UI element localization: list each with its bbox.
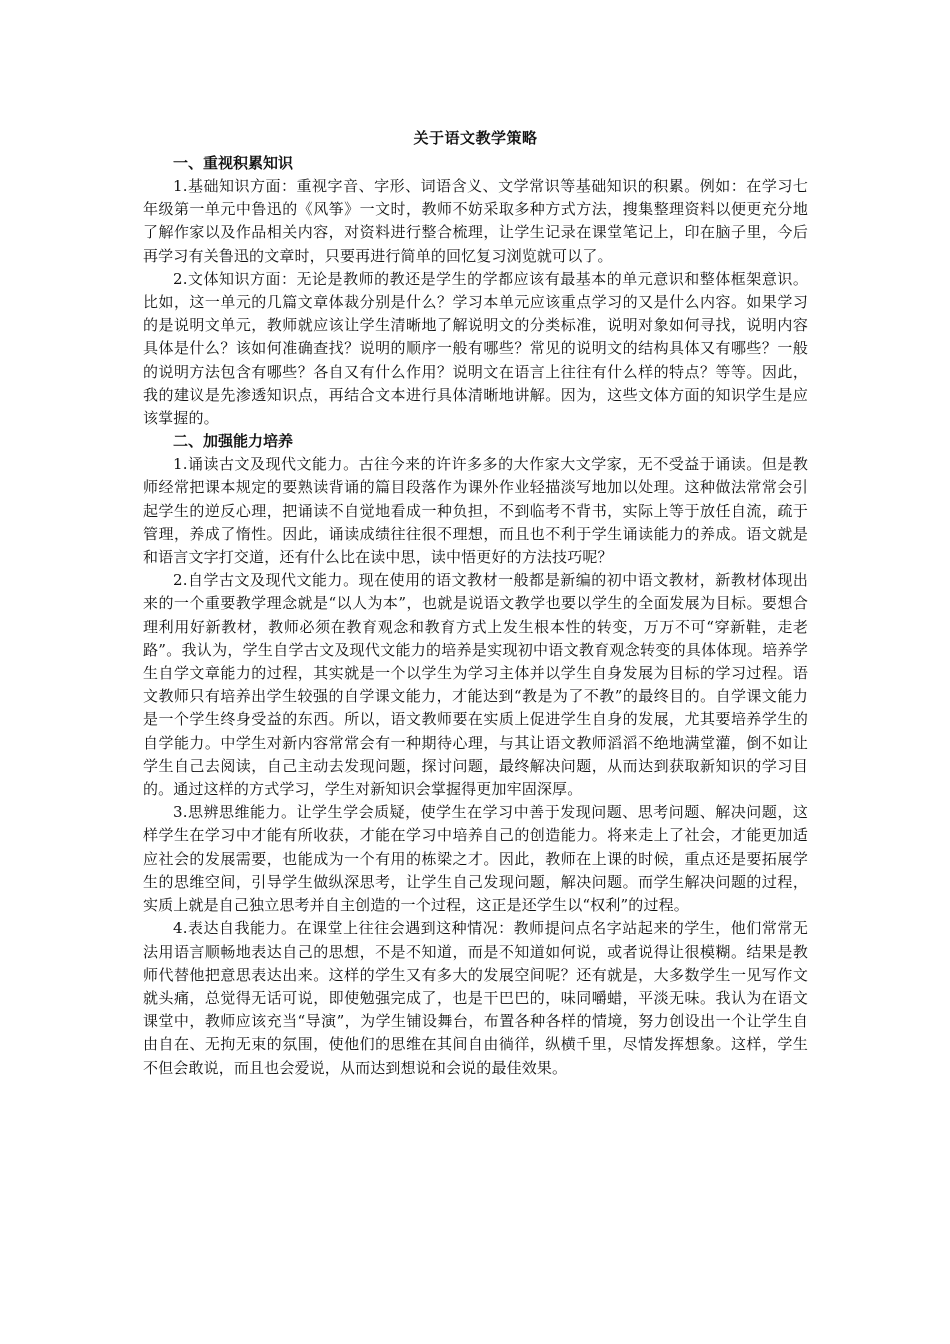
document-title: 关于语文教学策略 [413, 129, 538, 147]
document-page [143, 128, 808, 1080]
paragraph-basic-knowledge: 1.基础知识方面：重视字音、字形、词语含义、文学常识等基础知识的积累。例如：在学习七年级第一单元中鲁迅的《风筝》一文时，教师不妨采取多种方式方法，搜集整理资料以便更充分地了解作家以及作品相关内容，对资料进行整合梳理，让学生记录在课堂笔记上，印在脑子里，今后再学习有关鲁迅的文章时，只要再进行简单的回忆复习浏览就可以了。 [143, 177, 808, 265]
section-heading: 一、重视积累知识 [173, 154, 294, 172]
paragraph-recitation: 1.诵读古文及现代文能力。古往今来的许许多多的大作家大文学家，无不受益于诵读。但是教师经常把课本规定的要熟读背诵的篇目段落作为课外作业轻描淡写地加以处理。这种做法常常会引起学生的逆反心理，把诵读不自觉地看成一种负担，不到临考不背书，实际上等于放任自流，疏于管理，养成了惰性。因此，诵读成绩往往很不理想，而且也不利于学生诵读能力的养成。语文就是和语言文字打交道，还有什么比在读中思，读中悟更好的方法技巧呢？ [143, 455, 808, 567]
paragraph-self-study: 2.自学古文及现代文能力。现在使用的语文教材一般都是新编的初中语文教材，新教材体现出来的一个重要教学理念就是“以人为本”，也就是说语文教学也要以学生的全面发展为目标。要想合理利用好新教材，教师必须在教育观念和教育方式上发生根本性的转变，万万不可“穿新鞋，走老路”。我认为，学生自学古文及现代文能力的培养是实现初中语文教育观念转变的具体体现。培养学生自学文章能力的过程，其实就是一个以学生为学习主体并以学生自身发展为目标的学习过程。语文教师只有培养出学生较强的自学课文能力，才能达到“教是为了不教”的最终目的。自学课文能力是一个学生终身受益的东西。所以，语文教师要在实质上促进学生自身的发展，尤其要培养学生的自学能力。中学生对新内容常常会有一种期待心理，与其让语文教师滔滔不绝地满堂灌，倒不如让学生自己去阅读，自己主动去发现问题，探讨问题，最终解决问题，从而达到获取新知识的学习目的。通过这样的方式学习，学生对新知识会掌握得更加牢固深厚。 [143, 571, 808, 799]
paragraph-critical-thinking: 3.思辨思维能力。让学生学会质疑，使学生在学习中善于发现问题、思考问题、解决问题，这样学生在学习中才能有所收获，才能在学习中培养自己的创造能力。将来走上了社会，才能更加适应社会的发展需要，也能成为一个有用的栋梁之才。因此，教师在上课的时候，重点还是要拓展学生的思维空间，引导学生做纵深思考，让学生自己发现问题，解决问题。而学生解决问题的过程，实质上就是自己独立思考并自主创造的一个过程，这正是还学生以“权利”的过程。 [143, 803, 808, 915]
section-accumulate-knowledge [143, 152, 808, 430]
paragraph-genre-knowledge: 2.文体知识方面：无论是教师的教还是学生的学都应该有最基本的单元意识和整体框架意识。比如，这一单元的几篇文章体裁分别是什么？学习本单元应该重点学习的又是什么内容。如果学习的是说明文单元，教师就应该让学生清晰地了解说明文的分类标准，说明对象如何寻找，说明内容具体是什么？该如何准确查找？说明的顺序一般有哪些？常见的说明文的结构具体又有哪些？一般的说明方法包含有哪些？各自又有什么作用？说明文在语言上往往有什么样的特点？等等。因此，我的建议是先渗透知识点，再结合文本进行具体清晰地讲解。因为，这些文体方面的知识学生是应该掌握的。 [143, 269, 808, 428]
section-ability-training [143, 430, 808, 1079]
section-heading: 二、加强能力培养 [173, 432, 294, 451]
paragraph-self-expression: 4.表达自我能力。在课堂上往往会遇到这种情况：教师提问点名字站起来的学生，他们常常无法用语言顺畅地表达自己的思想，不是不知道，而是不知道如何说，或者说得让很模糊。结果是教师代替他把意思表达出来。这样的学生又有多大的发展空间呢？还有就是，大多数学生一见写作文就头痛，总觉得无话可说，即使勉强完成了，也是干巴巴的，味同嚼蜡，平淡无味。我认为在语文课堂中，教师应该充当“导演”，为学生铺设舞台，布置各种各样的情境，努力创设出一个让学生自由自在、无拘无束的氛围，使他们的思维在其间自由徜徉，纵横千里，尽情发挥想象。这样，学生不但会敢说，而且也会爱说，从而达到想说和会说的最佳效果。 [143, 919, 808, 1077]
